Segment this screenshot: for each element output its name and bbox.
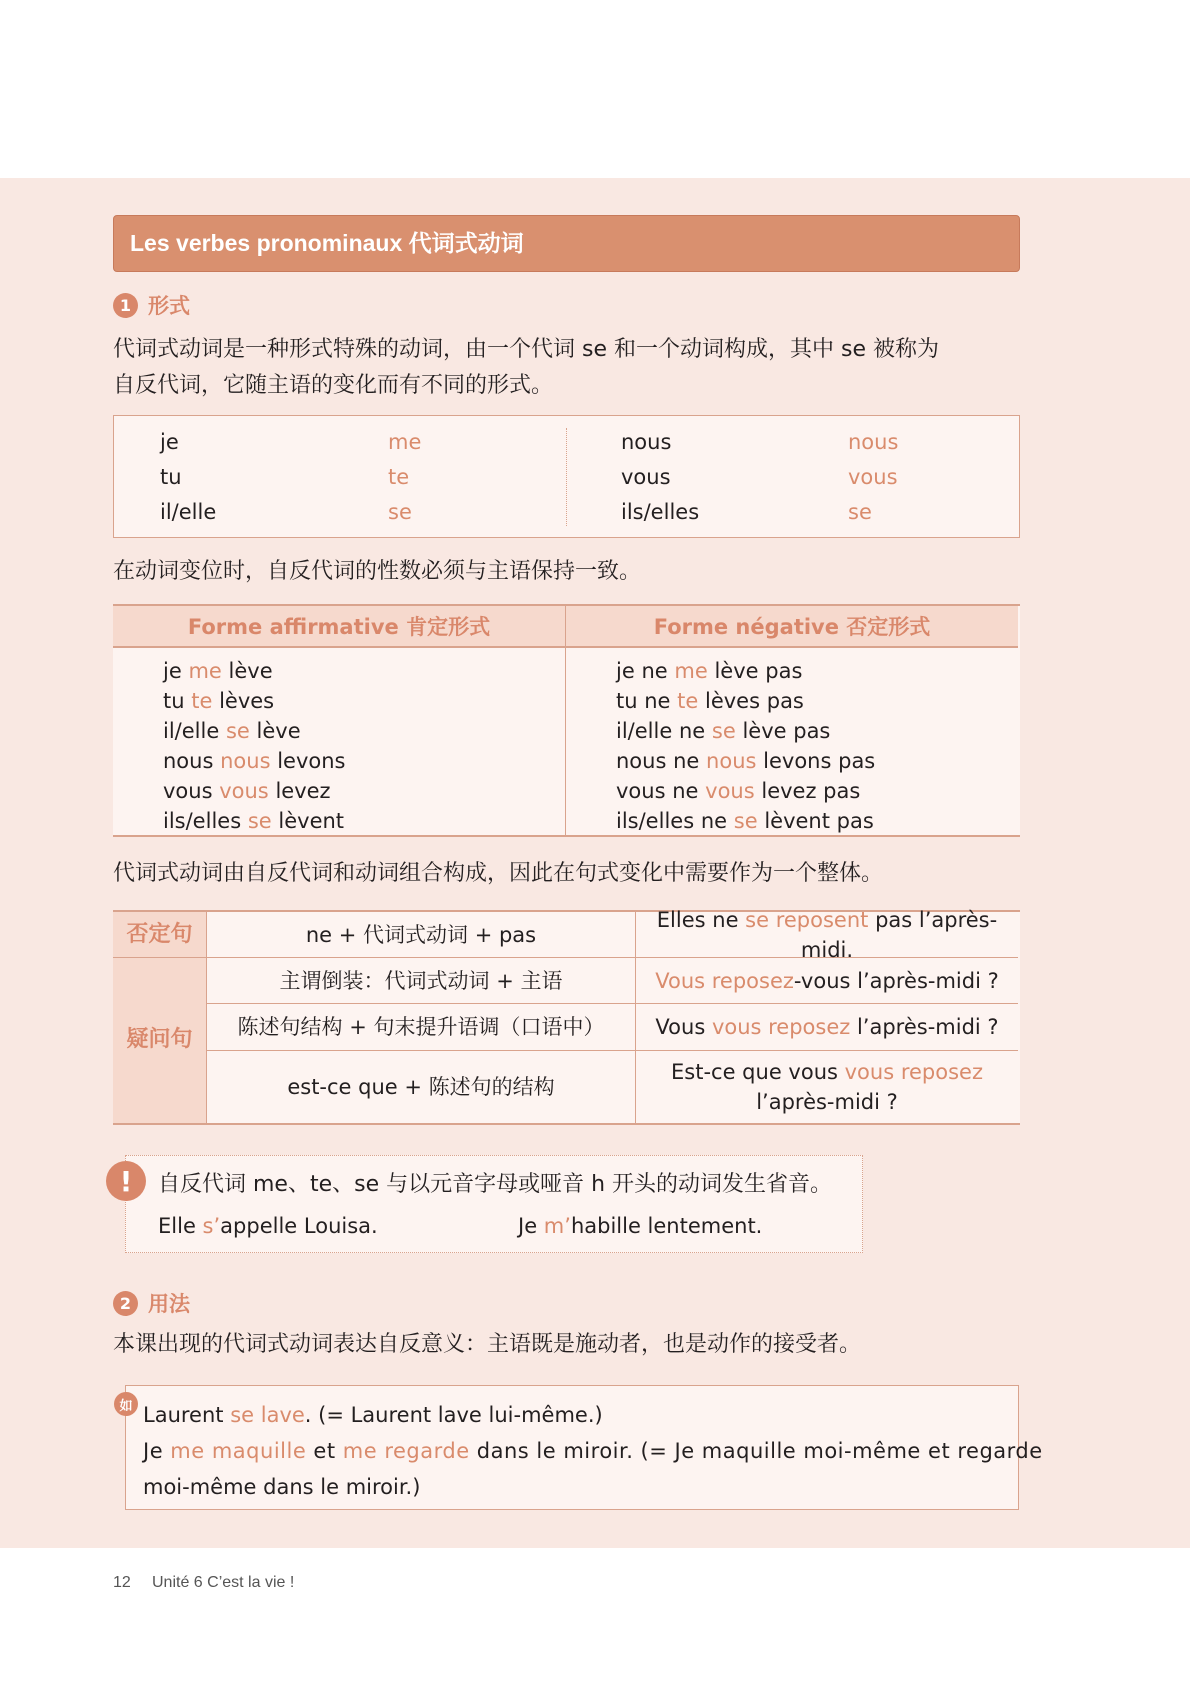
affirmative-list xyxy=(163,656,346,836)
conjugation-row: nous ne nous levons pas xyxy=(616,749,876,773)
intro-line: 代词式动词是一种形式特殊的动词，由一个代词 se 和一个动词构成，其中 se 被称为 xyxy=(113,337,939,362)
usage-example-box xyxy=(125,1385,1043,1510)
usage-example-line: Je me maquille et me regarde dans le miroir. (= Je maquille moi-même et regarde xyxy=(143,1439,1043,1463)
exclamation-icon: ! xyxy=(106,1161,146,1201)
rule-cell: 主谓倒装：代词式动词 + 主语 xyxy=(279,968,563,993)
example-cell: Elles ne se reposent pas l’après-midi. xyxy=(656,907,998,962)
pronoun-subject: ils/elles xyxy=(621,500,700,524)
page-number: 12 xyxy=(113,1574,131,1591)
question-sentence-label: 疑问句 xyxy=(113,957,206,1123)
negative-sentence-label: 否定句 xyxy=(113,912,206,957)
rule-cell: ne + 代词式动词 + pas xyxy=(305,922,537,947)
example-cell: Vous vous reposez l’après-midi ? xyxy=(655,1015,999,1039)
pronoun-subject: tu xyxy=(160,465,182,489)
conjugation-table xyxy=(113,604,1020,837)
negative-header: Forme négative 否定形式 xyxy=(653,615,931,639)
conjugation-row: tu te lèves xyxy=(163,689,275,713)
elision-example-1: Elle s’appelle Louisa. xyxy=(158,1214,378,1238)
example-icon: 如 xyxy=(114,1392,138,1416)
rule-cell: est-ce que + 陈述句的结构 xyxy=(287,1075,555,1099)
conjugation-row: je me lève xyxy=(163,659,273,683)
section-number-badge: 2 xyxy=(113,1291,138,1316)
intro-line: 自反代词，它随主语的变化而有不同的形式。 xyxy=(113,373,554,398)
conjugation-row: vous vous levez xyxy=(163,779,331,803)
pronoun-table-divider xyxy=(566,428,567,526)
reflexive-pronoun: se xyxy=(388,500,412,524)
example-cell: Est-ce que vous vous reposez l’après-midi ? xyxy=(671,1060,983,1114)
conjugation-row: ils/elles se lèvent xyxy=(163,809,345,833)
conjugation-row: vous ne vous levez pas xyxy=(616,779,861,803)
usage-example-line: moi-même dans le miroir.) xyxy=(143,1475,421,1499)
elision-example-2: Je m’habille lentement. xyxy=(518,1214,763,1238)
pronoun-subject: vous xyxy=(621,465,671,489)
affirmative-header: Forme affirmative 肯定形式 xyxy=(187,615,491,639)
conjugation-row: tu ne te lèves pas xyxy=(616,689,804,713)
section-number-badge: 1 xyxy=(113,293,138,318)
elision-note-box xyxy=(125,1155,863,1253)
reflexive-pronoun: vous xyxy=(848,465,898,489)
pronoun-table xyxy=(113,415,1020,538)
conjugation-row: il/elle ne se lève pas xyxy=(616,719,831,743)
usage-example-line: Laurent se lave. (= Laurent lave lui-même.) xyxy=(143,1403,603,1427)
section-1-heading xyxy=(113,289,190,321)
section-1-title: 形式 xyxy=(148,294,190,318)
unit-note: 代词式动词由自反代词和动词组合构成，因此在句式变化中需要作为一个整体。 xyxy=(113,861,884,886)
pronoun-subject: nous xyxy=(621,430,672,454)
section-1-intro xyxy=(113,332,1023,404)
section-2-heading xyxy=(113,1287,190,1319)
pronoun-subject: il/elle xyxy=(160,500,217,524)
agreement-note: 在动词变位时，自反代词的性数必须与主语保持一致。 xyxy=(113,559,642,584)
conjugation-row: ils/elles ne se lèvent pas xyxy=(616,809,874,833)
reflexive-pronoun: se xyxy=(848,500,872,524)
reflexive-pronoun: me xyxy=(388,430,422,454)
section-title-bar: Les verbes pronominaux 代词式动词 xyxy=(113,215,1020,272)
pronoun-subject: je xyxy=(160,430,179,454)
section-2-title: 用法 xyxy=(148,1292,190,1316)
section-2-intro: 本课出现的代词式动词表达自反意义：主语既是施动者，也是动作的接受者。 xyxy=(113,1332,862,1357)
reflexive-pronoun: te xyxy=(388,465,410,489)
example-cell: Vous reposez-vous l’après-midi ? xyxy=(655,968,999,993)
negative-list xyxy=(616,656,875,836)
conjugation-row: je ne me lève pas xyxy=(616,659,803,683)
reflexive-pronoun: nous xyxy=(848,430,899,454)
footer-unit-title: Unité 6 C’est la vie ! xyxy=(152,1574,295,1591)
sentence-structure-table xyxy=(113,907,1020,1125)
elision-rule: 自反代词 me、te、se 与以元音字母或哑音 h 开头的动词发生省音。 xyxy=(158,1172,833,1197)
conjugation-row: nous nous levons xyxy=(163,749,346,773)
rule-cell: 陈述句结构 + 句末提升语调（口语中） xyxy=(237,1015,605,1039)
conjugation-row: il/elle se lève xyxy=(163,719,301,743)
